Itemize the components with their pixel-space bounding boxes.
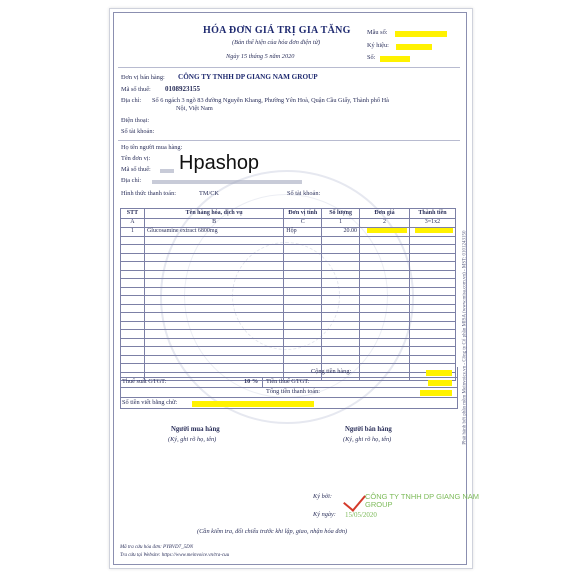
col-header-stt: STT xyxy=(121,209,145,219)
so-redacted xyxy=(380,56,410,62)
col-header-qty: Số lượng xyxy=(322,209,360,219)
signed-by-line1: CÔNG TY TNHH DP GIANG NAM xyxy=(365,492,480,501)
seller-tax: 0108923155 xyxy=(165,85,200,93)
total-label: Tổng tiền thanh toán: xyxy=(266,388,321,395)
vat-rate-label: Thuế suất GTGT: xyxy=(122,378,167,385)
vat-rate: 10 % xyxy=(244,378,259,385)
buyer-account-label: Số tài khoản: xyxy=(287,190,321,197)
table-row-empty xyxy=(121,262,456,271)
payment-method: TM/CK xyxy=(199,190,219,197)
buyer-tax-label: Mã số thuế: xyxy=(121,166,151,173)
table-header-row xyxy=(121,209,456,219)
lookup-code: Mã tra cứu hóa đơn: PYBVD7_5DN xyxy=(120,545,194,550)
mau-so-redacted xyxy=(395,31,447,37)
seller-name: CÔNG TY TNHH DP GIANG NAM GROUP xyxy=(178,73,318,81)
table-row-empty xyxy=(121,338,456,347)
table-row-empty xyxy=(121,347,456,356)
code-cell: 1 xyxy=(322,219,360,228)
seller-tax-label: Mã số thuế: xyxy=(121,86,151,93)
table-row xyxy=(121,227,456,236)
table-row-empty xyxy=(121,330,456,339)
footer-note: (Cần kiểm tra, đối chiếu trước khi lập, giao, nhận hóa đơn) xyxy=(197,528,348,535)
row-unit-price xyxy=(360,227,410,236)
vat-amount-redacted xyxy=(428,380,452,386)
table-row-empty xyxy=(121,253,456,262)
seller-sign-note: (Ký, ghi rõ họ, tên) xyxy=(343,436,392,443)
code-cell: 3=1x2 xyxy=(409,219,455,228)
lookup-site: Tra cứu tại Website: https://www.meinvoice.vn/tra-cuu xyxy=(120,553,230,558)
table-row-empty xyxy=(121,270,456,279)
buyer-address-redacted xyxy=(152,180,302,184)
items-table xyxy=(120,208,456,381)
table-row-empty xyxy=(121,313,456,322)
buyer-sign-note: (Ký, ghi rõ họ, tên) xyxy=(168,436,217,443)
seller-name-label: Đơn vị bán hàng: xyxy=(121,74,165,81)
signed-date: 15/05/2020 xyxy=(345,511,377,519)
table-row-empty xyxy=(121,304,456,313)
buyer-name-label: Họ tên người mua hàng: xyxy=(121,144,183,151)
signed-date-label: Ký ngày: xyxy=(313,511,336,518)
code-cell: A xyxy=(121,219,145,228)
subtotal-redacted xyxy=(426,370,452,376)
invoice-date: Ngày 15 tháng 5 năm 2020 xyxy=(226,53,295,60)
amount-in-words-redacted xyxy=(192,401,314,407)
table-row-empty xyxy=(121,236,456,245)
payment-method-label: Hình thức thanh toán: xyxy=(121,190,177,197)
seller-sign-title: Người bán hàng xyxy=(345,426,392,433)
col-header-unit: Đơn vị tính xyxy=(284,209,322,219)
hpashop-overlay: Hpashop xyxy=(179,152,260,174)
row-unit: Hộp xyxy=(284,227,322,236)
so-label: Số: xyxy=(367,54,376,61)
amount-redacted xyxy=(415,228,453,233)
invoice-title: HÓA ĐƠN GIÁ TRỊ GIA TĂNG xyxy=(203,25,351,36)
buyer-sign-title: Người mua hàng xyxy=(171,426,220,433)
table-row-empty xyxy=(121,245,456,254)
signed-by-line2: GROUP xyxy=(365,499,393,509)
col-header-price: Đơn giá xyxy=(360,209,410,219)
seller-address-line2: Nội, Việt Nam xyxy=(176,105,213,112)
row-stt: 1 xyxy=(121,227,145,236)
mau-so-label: Mẫu số: xyxy=(367,29,388,36)
vat-amount-label: Tiền thuế GTGT: xyxy=(266,378,310,385)
seller-account-label: Số tài khoản: xyxy=(121,128,155,135)
seller-address-label: Địa chỉ: xyxy=(121,97,142,104)
row-product-name: Glucosamine extract 6800mg xyxy=(144,227,283,236)
table-row-empty xyxy=(121,287,456,296)
subtotal-label: Cộng tiền hàng: xyxy=(311,368,352,375)
code-cell: C xyxy=(284,219,322,228)
total-redacted xyxy=(420,390,452,396)
col-header-name: Tên hàng hóa, dịch vụ xyxy=(144,209,283,219)
table-code-row xyxy=(121,219,456,228)
code-cell: B xyxy=(144,219,283,228)
ky-hieu-redacted xyxy=(396,44,432,50)
invoice-subtitle: (Bản thể hiện của hóa đơn điện tử) xyxy=(232,39,321,46)
vat-divider xyxy=(262,377,263,387)
ky-hieu-label: Ký hiệu: xyxy=(367,42,389,49)
code-cell: 2 xyxy=(360,219,410,228)
amount-in-words-label: Số tiền viết bằng chữ: xyxy=(122,399,178,406)
table-row-empty xyxy=(121,296,456,305)
buyer-tax-redacted xyxy=(160,169,174,173)
col-header-amount: Thành tiền xyxy=(409,209,455,219)
seller-divider xyxy=(118,140,460,141)
seller-phone-label: Điện thoại: xyxy=(121,117,150,124)
buyer-unit-label: Tên đơn vị: xyxy=(121,155,151,162)
table-row-empty xyxy=(121,279,456,288)
buyer-address-label: Địa chỉ: xyxy=(121,177,142,184)
table-row-empty xyxy=(121,355,456,364)
row-quantity: 20.00 xyxy=(322,227,360,236)
side-vertical-text: Phát hành bởi phần mềm Meinvoice.vn - Công ty Cổ phần MISA (www.misa.com.vn) - MST: 0101243150 xyxy=(462,230,468,445)
table-row-empty xyxy=(121,321,456,330)
signed-by-label: Ký bởi: xyxy=(313,493,332,500)
header-divider xyxy=(118,67,460,68)
seller-address-line1: Số 6 ngách 3 ngõ 83 đường Nguyễn Khang, Phường Yên Hoà, Quận Cầu Giấy, Thành phố Hà xyxy=(152,97,389,104)
price-redacted xyxy=(367,228,407,233)
row-amount xyxy=(409,227,455,236)
